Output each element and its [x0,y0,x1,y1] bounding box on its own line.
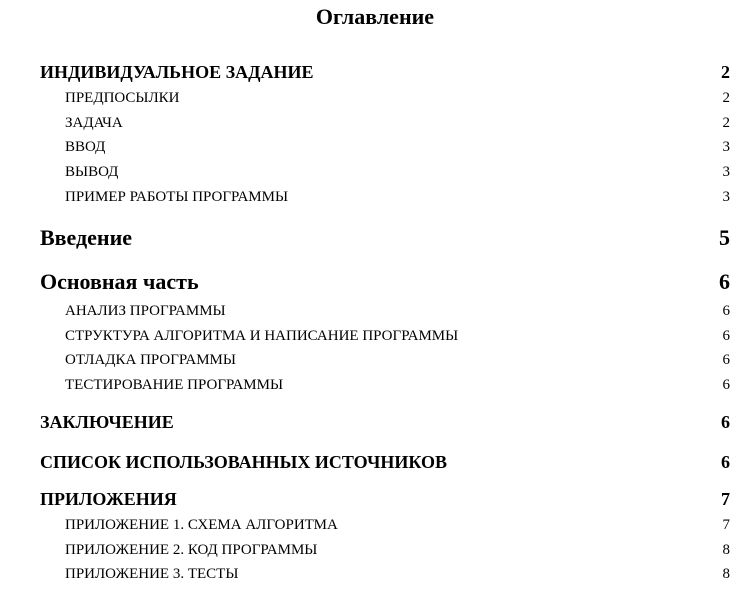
toc-entry-page: 6 [719,269,730,294]
toc-entry-page: 3 [722,164,730,180]
toc-entry-page: 6 [722,352,730,368]
toc-entry-label: ПРЕДПОСЫЛКИ [65,90,180,106]
toc-entry[interactable] [40,60,730,84]
toc-entry[interactable] [40,450,730,474]
toc-entry-page: 7 [721,489,730,509]
toc-entry[interactable] [40,410,730,434]
toc-subentry[interactable] [65,350,730,370]
toc-entry-label: ИНДИВИДУАЛЬНОЕ ЗАДАНИЕ [40,62,314,82]
toc-entry[interactable] [40,487,730,511]
toc-entry-label: ПРИМЕР РАБОТЫ ПРОГРАММЫ [65,189,289,205]
toc-entry-label: СПИСОК ИСПОЛЬЗОВАННЫХ ИСТОЧНИКОВ [40,452,447,472]
toc-entry-page: 6 [722,377,730,393]
toc-subentry[interactable] [65,113,730,133]
toc-entry-label: ВВОД [65,139,106,155]
toc-entry-page: 8 [722,542,730,558]
toc-subentry[interactable] [65,540,730,560]
toc-entry-label: ВЫВОД [65,164,119,180]
toc-subentry[interactable] [65,88,730,108]
toc-entry-page: 2 [721,62,730,82]
toc-entry-label: Введение [40,225,133,250]
toc-entry-label: ЗАДАЧА [65,115,123,131]
toc-subentry[interactable] [65,326,730,346]
toc-entry-page: 7 [722,517,730,533]
toc-entry-label: СТРУКТУРА АЛГОРИТМА И НАПИСАНИЕ ПРОГРАММЫ [65,328,459,344]
toc-entry-label: ЗАКЛЮЧЕНИЕ [40,412,174,432]
toc-entry-label: Основная часть [40,269,199,294]
toc-entry-page: 6 [722,303,730,319]
toc-entry-page: 5 [719,225,730,250]
toc-entry-label: ТЕСТИРОВАНИЕ ПРОГРАММЫ [65,377,284,393]
toc-entry-page: 2 [722,115,730,131]
toc-entry-page: 6 [721,412,730,432]
toc-entry-page: 6 [721,452,730,472]
toc-entry-page: 3 [722,189,730,205]
toc-entry-page: 2 [722,90,730,106]
toc-subentry[interactable] [65,187,730,207]
toc-entry-label: ПРИЛОЖЕНИЕ 1. СХЕМА АЛГОРИТМА [65,517,338,533]
toc-entry-label: ПРИЛОЖЕНИЕ 2. КОД ПРОГРАММЫ [65,542,318,558]
toc-title: Оглавление [315,4,435,29]
toc-entry-label: ОТЛАДКА ПРОГРАММЫ [65,352,236,368]
toc-entry-page: 8 [722,566,730,582]
toc-entry[interactable] [40,268,730,296]
toc-subentry[interactable] [65,375,730,395]
toc-entry-label: ПРИЛОЖЕНИЕ 3. ТЕСТЫ [65,566,239,582]
toc-entry-label: ПРИЛОЖЕНИЯ [40,489,177,509]
toc-subentry[interactable] [65,137,730,157]
toc-entry[interactable] [40,224,730,252]
toc-subentry[interactable] [65,564,730,584]
toc-subentry[interactable] [65,162,730,182]
toc-subentry[interactable] [65,515,730,535]
toc-subentry[interactable] [65,301,730,321]
toc-entry-label: АНАЛИЗ ПРОГРАММЫ [65,303,226,319]
toc-entry-page: 3 [722,139,730,155]
toc-entry-page: 6 [722,328,730,344]
